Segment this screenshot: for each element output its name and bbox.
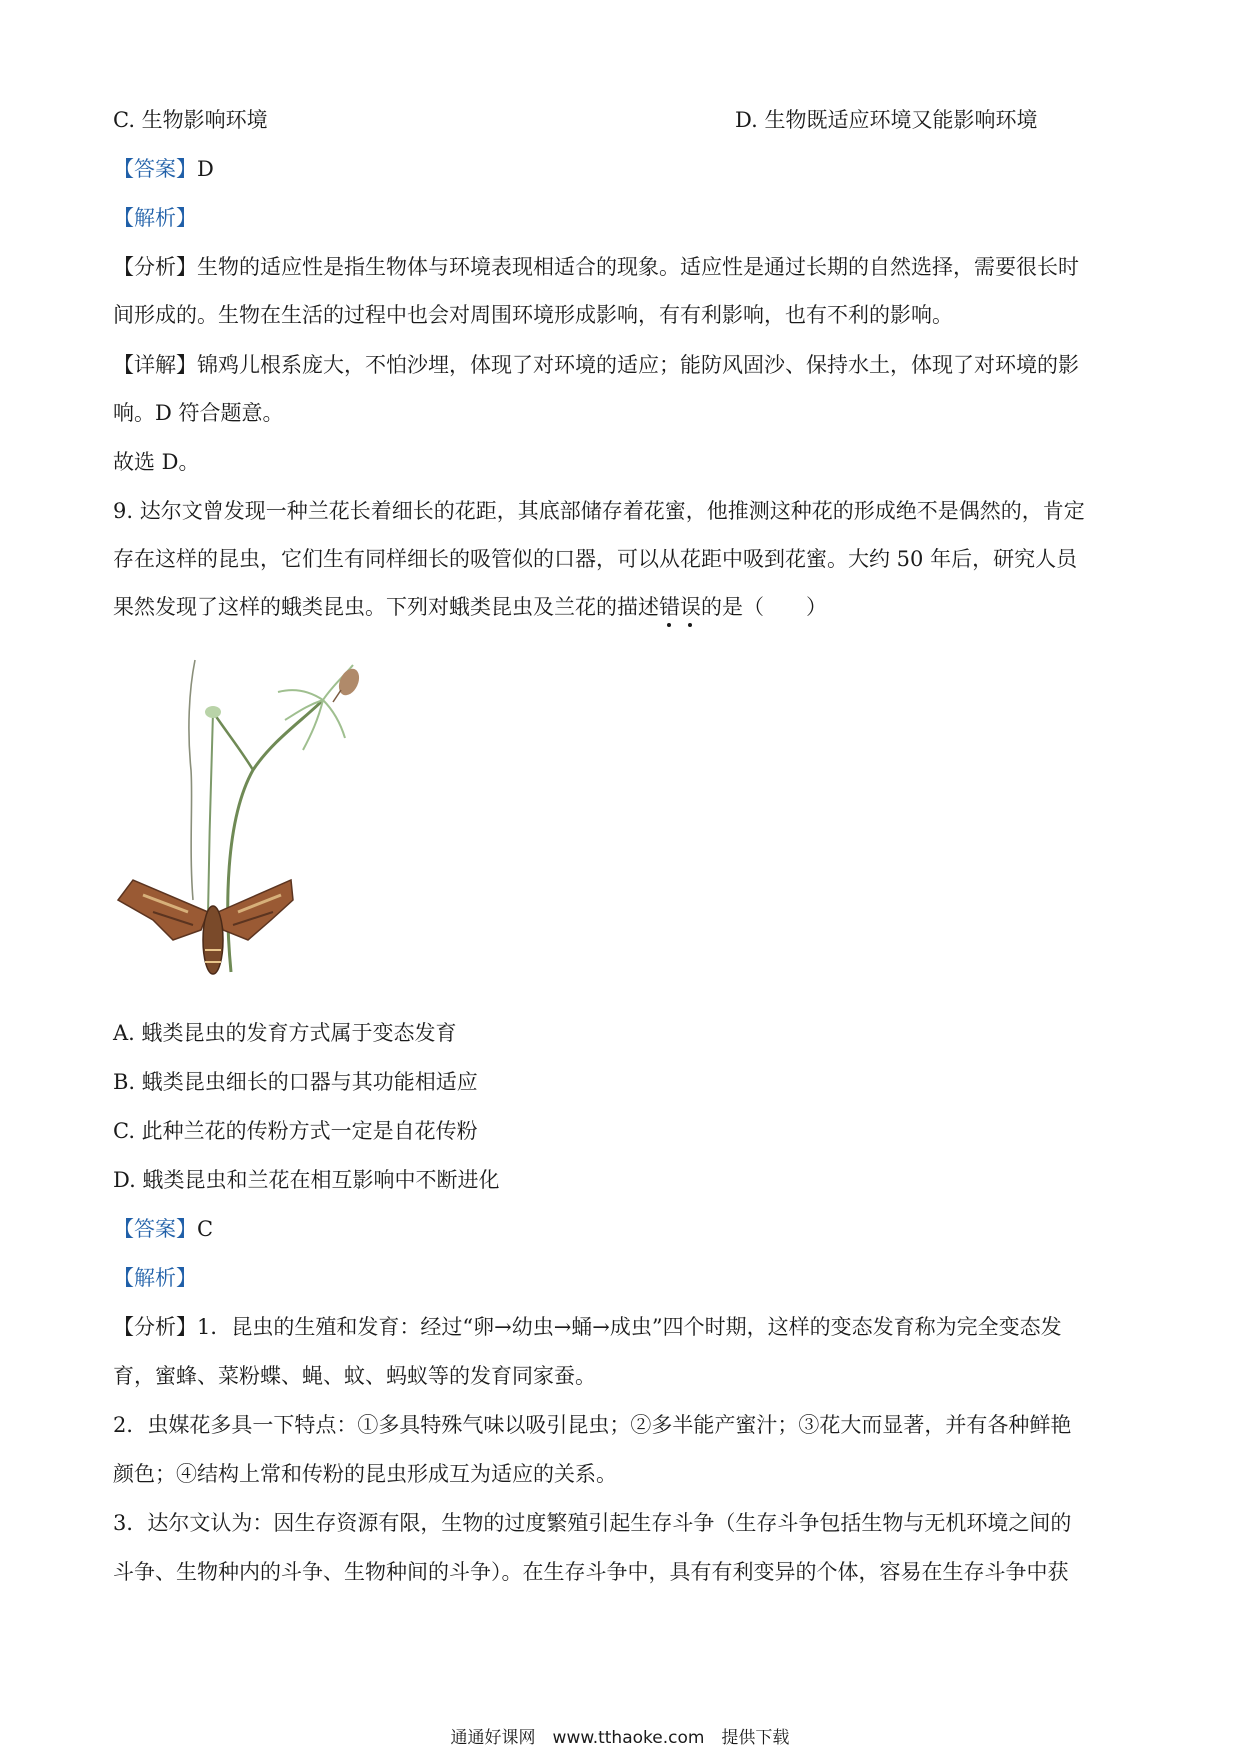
option-row <box>113 105 1133 135</box>
q9-stem-line1: 9. 达尔文曾发现一种兰花长着细长的花距，其底部储存着花蜜，他推测这种花的形成绝不是偶然的，肯定 <box>113 499 1085 523</box>
answer-value: C <box>197 1217 214 1241</box>
emphasis-text: 错误 <box>659 595 701 619</box>
q8-analysis-label: 【解析】 <box>113 206 197 230</box>
stem-prefix: 果然发现了这样的蛾类昆虫。下列对蛾类昆虫及兰花的描述 <box>113 595 659 619</box>
q9-analysis-label: 【解析】 <box>113 1266 197 1290</box>
q9-option-b: B. 蛾类昆虫细长的口器与其功能相适应 <box>113 1070 478 1094</box>
q9-answer <box>113 1214 1133 1244</box>
q8-option-c: C. 生物影响环境 <box>113 108 268 132</box>
q9-p3-line2: 斗争、生物种内的斗争、生物种间的斗争）。在生存斗争中，具有有利变异的个体，容易在生存斗争中获 <box>113 1560 1069 1584</box>
fenxi-text: 生物的适应性是指生物体与环境表现相适合的现象。适应性是通过长期的自然选择，需要很长时 <box>197 255 1079 279</box>
footer-credit: 通通好课网 www.tthaoke.com 提供下载 <box>450 1728 790 1748</box>
stem-suffix: 的是（ ） <box>701 595 827 619</box>
p1-text: 1．昆虫的生殖和发育：经过“卵→幼虫→蛹→成虫”四个时期，这样的变态发育称为完全变态发 <box>197 1315 1062 1339</box>
q8-fenxi-line2: 间形成的。生物在生活的过程中也会对周围环境形成影响，有有利影响，也有不利的影响。 <box>113 303 953 327</box>
answer-label: 【答案】 <box>113 1217 197 1241</box>
fenxi-label: 【分析】 <box>113 255 197 279</box>
q9-p1-line2: 育，蜜蜂、菜粉蝶、蝇、蚊、蚂蚁等的发育同家蚕。 <box>113 1364 596 1388</box>
small-moth-icon <box>333 666 363 702</box>
q9-stem-line2: 存在这样的昆虫，它们生有同样细长的吸管似的口器，可以从花距中吸到花蜜。大约 50 年后，研究人员 <box>113 547 1078 571</box>
emphasis-word <box>659 592 701 622</box>
q8-fenxi-line1 <box>113 252 1133 282</box>
fenxi-label: 【分析】 <box>113 1315 197 1339</box>
q8-conclusion: 故选 D。 <box>113 450 200 474</box>
q9-p2-line2: 颜色；④结构上常和传粉的昆虫形成互为适应的关系。 <box>113 1462 617 1486</box>
q9-option-a: A. 蛾类昆虫的发育方式属于变态发育 <box>113 1021 457 1045</box>
hawk-moth-icon <box>118 880 293 974</box>
q9-option-c: C. 此种兰花的传粉方式一定是自花传粉 <box>113 1119 478 1143</box>
orchid-moth-illustration <box>113 650 373 980</box>
q9-p2-line1: 2．虫媒花多具一下特点：①多具特殊气味以吸引昆虫；②多半能产蜜汁；③花大而显著，并有各种鲜艳 <box>113 1413 1072 1437</box>
xiangjie-text: 锦鸡儿根系庞大，不怕沙埋，体现了对环境的适应；能防风固沙、保持水土，体现了对环境的影 <box>197 353 1079 377</box>
emphasis-dot <box>667 623 671 627</box>
answer-label: 【答案】 <box>113 157 197 181</box>
q9-p3-line1: 3．达尔文认为：因生存资源有限，生物的过度繁殖引起生存斗争（生存斗争包括生物与无机环境之间的 <box>113 1511 1072 1535</box>
q8-answer <box>113 154 1133 184</box>
q9-p1-line1 <box>113 1312 1133 1342</box>
q9-stem-line3 <box>113 592 1133 622</box>
q8-option-d: D. 生物既适应环境又能影响环境 <box>735 108 1038 132</box>
answer-value: D <box>197 157 214 181</box>
q8-xiangjie-line2: 响。D 符合题意。 <box>113 401 284 425</box>
q9-option-d: D. 蛾类昆虫和兰花在相互影响中不断进化 <box>113 1168 500 1192</box>
q8-xiangjie-line1 <box>113 350 1133 380</box>
xiangjie-label: 【详解】 <box>113 353 197 377</box>
emphasis-dot <box>688 623 692 627</box>
